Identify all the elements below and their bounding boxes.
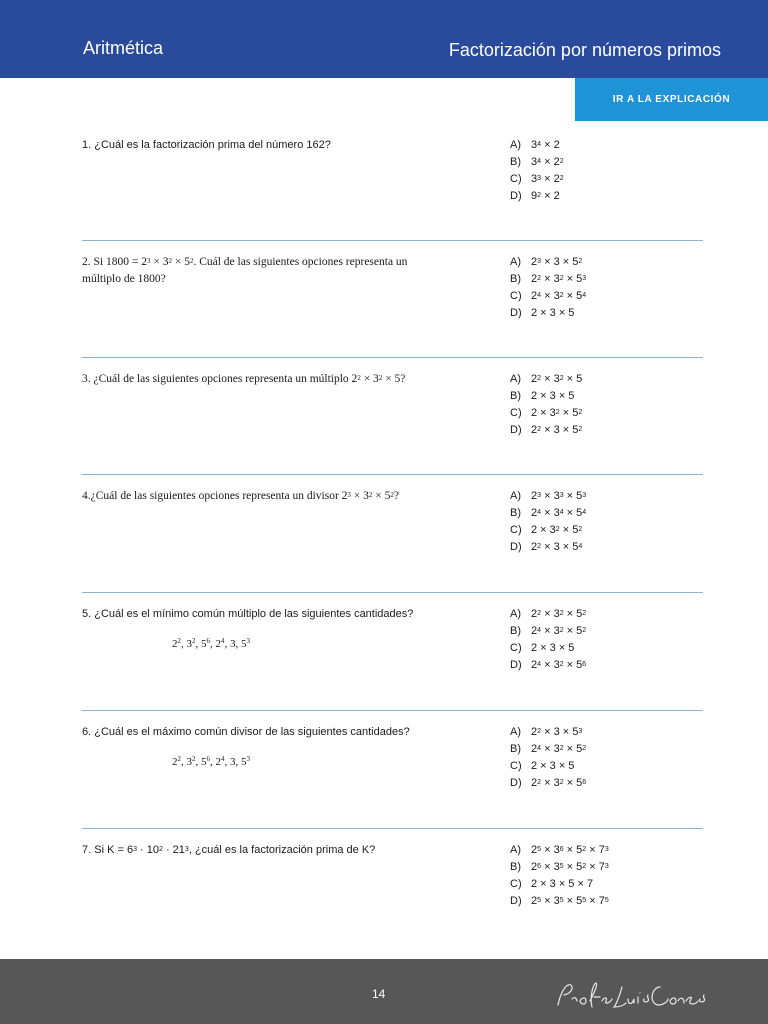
answer-option[interactable] [510,741,586,758]
answer-option[interactable] [510,271,586,288]
answer-option[interactable] [510,488,586,505]
answer-option[interactable] [510,859,609,876]
option-letter: C) [510,524,522,536]
explanation-button-label: IR A LA EXPLICACIÓN [612,94,731,105]
option-letter: C) [510,173,522,185]
answer-option[interactable] [510,842,609,859]
option-text: $9^2 \times 2$ [531,190,560,202]
question-stem: 2. Si $1800 = 2^3 \times 3^2 \times 5^2$. Cuál de las siguientes opciones representa un múltiplo de 1800? [82,256,408,285]
question-stem: 3. ¿Cuál de las siguientes opciones representa un múltiplo $2^2 \times 3^2 \times 5$? [82,373,406,385]
answer-options [510,371,582,439]
option-letter: D) [510,424,522,436]
option-letter: B) [510,156,521,168]
option-letter: C) [510,407,522,419]
answer-option[interactable] [510,154,564,171]
question-stem: 1. ¿Cuál es la factorización prima del número 162? [82,139,331,151]
answer-options [510,488,586,556]
answer-option[interactable] [510,623,586,640]
answer-option[interactable] [510,371,582,388]
answer-option[interactable] [510,606,586,623]
option-text: $2^2 \times 3 \times 5^3$ [531,726,583,738]
option-text: $2 \times 3^2 \times 5^2$ [531,407,583,419]
option-letter: D) [510,659,522,671]
quantity-set: $2^2$, $3^2$, $5^6$, $2^4$, 3, $5^3$ [172,755,250,768]
option-text: $2^4 \times 3^4 \times 5^4$ [531,507,587,519]
divider [82,828,703,829]
option-letter: A) [510,139,521,151]
answer-options [510,724,586,792]
answer-option[interactable] [510,522,586,539]
option-text: $3^4 \times 2$ [531,139,560,151]
option-text: $2^5 \times 3^5 \times 5^5 \times 7^5$ [531,895,609,907]
answer-options [510,254,586,322]
option-text: $3^3 \times 2^2$ [531,173,564,185]
option-text: $2^3 \times 3^3 \times 5^3$ [531,490,587,502]
answer-option[interactable] [510,876,609,893]
answer-options [510,842,609,910]
option-text: $2^2 \times 3 \times 5^2$ [531,424,583,436]
option-text: $2^5 \times 3^6 \times 5^2 \times 7^3$ [531,844,609,856]
divider [82,240,703,241]
explanation-button[interactable] [575,78,768,121]
option-letter: B) [510,625,521,637]
answer-option[interactable] [510,775,586,792]
option-letter: B) [510,273,521,285]
answer-option[interactable] [510,505,586,522]
option-letter: B) [510,743,521,755]
option-letter: C) [510,760,522,772]
question-stem: 7. Si $K = 6^3 \cdot 10^2 \cdot 21^3$, ¿cuál es la factorización prima de K? [82,844,376,856]
option-letter: B) [510,390,521,402]
answer-option[interactable] [510,724,586,741]
answer-option[interactable] [510,171,564,188]
signature-logo [550,979,710,1015]
option-text: $2^6 \times 3^5 \times 5^2 \times 7^3$ [531,861,609,873]
option-letter: B) [510,861,521,873]
answer-options [510,137,564,205]
answer-option[interactable] [510,758,586,775]
answer-option[interactable] [510,254,586,271]
divider [82,592,703,593]
option-text: 2 × 3 × 5 [531,760,575,772]
option-text: $2^2 \times 3^2 \times 5^6$ [531,777,587,789]
question-stem: 4.¿Cuál de las siguientes opciones representa un divisor $2^3 \times 3^2 \times 5^2$? [82,490,400,502]
option-letter: C) [510,642,522,654]
divider [82,474,703,475]
option-letter: C) [510,290,522,302]
option-text: $2 \times 3^2 \times 5^2$ [531,524,583,536]
answer-option[interactable] [510,388,582,405]
option-letter: C) [510,878,522,890]
subject-title: Aritmética [83,38,164,58]
option-letter: D) [510,777,522,789]
option-text: $2^2 \times 3^2 \times 5^2$ [531,608,587,620]
answer-options [510,606,586,674]
quantity-set: $2^2$, $3^2$, $5^6$, $2^4$, 3, $5^3$ [172,637,250,650]
option-letter: A) [510,726,521,738]
page-number: 14 [372,987,386,1001]
option-letter: D) [510,190,522,202]
option-text: $2^2 \times 3 \times 5^4$ [531,541,583,553]
answer-option[interactable] [510,657,586,674]
option-text: 2 × 3 × 5 [531,390,575,402]
option-text: $2^4 \times 3^2 \times 5^2$ [531,743,587,755]
option-text: $2^4 \times 3^2 \times 5^6$ [531,659,587,671]
question-stem: 5. ¿Cuál es el mínimo común múltiplo de las siguientes cantidades? [82,608,414,620]
option-letter: A) [510,490,521,502]
divider [82,357,703,358]
answer-option[interactable] [510,405,582,422]
answer-option[interactable] [510,640,586,657]
option-letter: A) [510,608,521,620]
option-letter: A) [510,256,521,268]
question-stem: 6. ¿Cuál es el máximo común divisor de las siguientes cantidades? [82,726,410,738]
option-letter: D) [510,307,522,319]
answer-option[interactable] [510,137,564,154]
option-letter: B) [510,507,521,519]
option-letter: D) [510,541,522,553]
option-text: 2 × 3 × 5 × 7 [531,878,594,890]
option-text: $2^3 \times 3 \times 5^2$ [531,256,583,268]
option-text: 2 × 3 × 5 [531,642,575,654]
option-text: $2^2 \times 3^2 \times 5^3$ [531,273,587,285]
option-text: $3^4 \times 2^2$ [531,156,564,168]
option-text: 2 × 3 × 5 [531,307,575,319]
answer-option[interactable] [510,422,582,439]
page-header [0,0,768,78]
option-text: $2^2 \times 3^2 \times 5$ [531,373,583,385]
answer-option[interactable] [510,893,609,910]
option-text: $2^4 \times 3^2 \times 5^2$ [531,625,587,637]
topic-title: Factorización por números primos [448,40,721,60]
option-letter: A) [510,373,521,385]
divider [82,710,703,711]
page-footer [0,959,768,1024]
option-letter: A) [510,844,521,856]
option-letter: D) [510,895,522,907]
answer-option[interactable] [510,539,586,556]
answer-option[interactable] [510,188,564,205]
answer-option[interactable] [510,305,586,322]
option-text: $2^4 \times 3^2 \times 5^4$ [531,290,587,302]
answer-option[interactable] [510,288,586,305]
